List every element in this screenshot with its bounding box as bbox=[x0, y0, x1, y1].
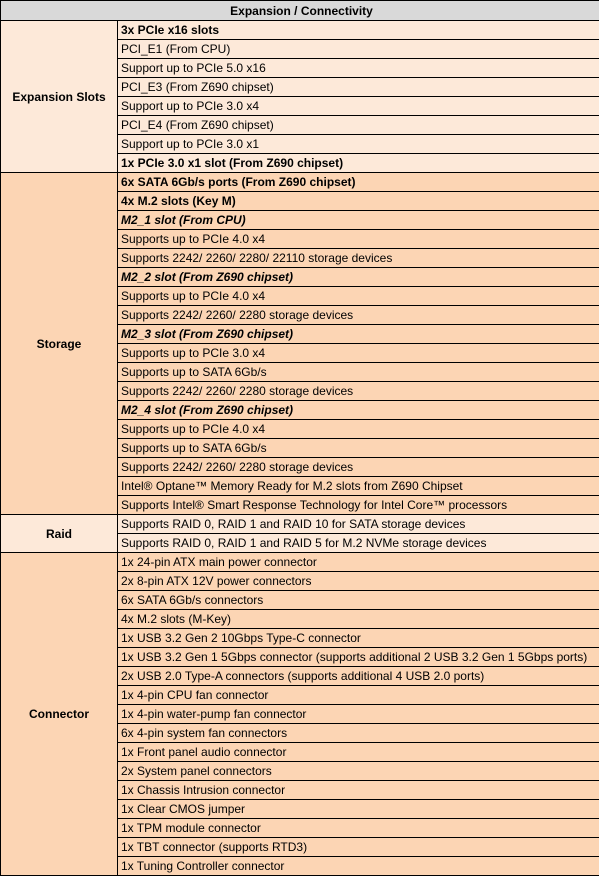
spec-item: Supports 2242/ 2260/ 2280 storage devices bbox=[118, 382, 599, 401]
spec-item: Supports up to PCIe 3.0 x4 bbox=[118, 344, 599, 363]
spec-item: 6x SATA 6Gb/s ports (From Z690 chipset) bbox=[118, 173, 599, 192]
spec-item: PCI_E4 (From Z690 chipset) bbox=[118, 116, 599, 135]
spec-item: Supports up to PCIe 4.0 x4 bbox=[118, 287, 599, 306]
spec-item: 1x Tuning Controller connector bbox=[118, 857, 599, 876]
spec-item: M2_3 slot (From Z690 chipset) bbox=[118, 325, 599, 344]
table-row bbox=[1, 515, 599, 534]
spec-item: 2x 8-pin ATX 12V power connectors bbox=[118, 572, 599, 591]
spec-item: Support up to PCIe 5.0 x16 bbox=[118, 59, 599, 78]
spec-item: Supports Intel® Smart Response Technology for Intel Core™ processors bbox=[118, 496, 599, 515]
spec-item: 1x TPM module connector bbox=[118, 819, 599, 838]
section-label: Raid bbox=[1, 515, 118, 553]
spec-item: Supports up to SATA 6Gb/s bbox=[118, 363, 599, 382]
spec-item: 2x USB 2.0 Type-A connectors (supports additional 4 USB 2.0 ports) bbox=[118, 667, 599, 686]
spec-item: Supports RAID 0, RAID 1 and RAID 10 for SATA storage devices bbox=[118, 515, 599, 534]
header-row bbox=[1, 1, 599, 21]
spec-item: 1x 4-pin CPU fan connector bbox=[118, 686, 599, 705]
spec-item: 1x PCIe 3.0 x1 slot (From Z690 chipset) bbox=[118, 154, 599, 173]
spec-item: 1x Front panel audio connector bbox=[118, 743, 599, 762]
spec-item: M2_2 slot (From Z690 chipset) bbox=[118, 268, 599, 287]
table-row bbox=[1, 21, 599, 40]
spec-item: Supports up to PCIe 4.0 x4 bbox=[118, 230, 599, 249]
spec-item: Intel® Optane™ Memory Ready for M.2 slots from Z690 Chipset bbox=[118, 477, 599, 496]
spec-item: 1x Clear CMOS jumper bbox=[118, 800, 599, 819]
spec-item: Supports up to SATA 6Gb/s bbox=[118, 439, 599, 458]
spec-item: Supports 2242/ 2260/ 2280 storage devices bbox=[118, 306, 599, 325]
spec-item: 6x 4-pin system fan connectors bbox=[118, 724, 599, 743]
spec-item: Supports 2242/ 2260/ 2280/ 22110 storage devices bbox=[118, 249, 599, 268]
spec-item: PCI_E3 (From Z690 chipset) bbox=[118, 78, 599, 97]
section-label: Expansion Slots bbox=[1, 21, 118, 173]
spec-item: 1x TBT connector (supports RTD3) bbox=[118, 838, 599, 857]
spec-item: Supports RAID 0, RAID 1 and RAID 5 for M.2 NVMe storage devices bbox=[118, 534, 599, 553]
spec-item: 1x USB 3.2 Gen 2 10Gbps Type-C connector bbox=[118, 629, 599, 648]
spec-item: 1x 4-pin water-pump fan connector bbox=[118, 705, 599, 724]
spec-item: PCI_E1 (From CPU) bbox=[118, 40, 599, 59]
table-row bbox=[1, 173, 599, 192]
spec-item: Support up to PCIe 3.0 x1 bbox=[118, 135, 599, 154]
section-label: Storage bbox=[1, 173, 118, 515]
spec-item: 4x M.2 slots (Key M) bbox=[118, 192, 599, 211]
spec-item: M2_1 slot (From CPU) bbox=[118, 211, 599, 230]
table-title: Expansion / Connectivity bbox=[1, 1, 599, 21]
spec-item: M2_4 slot (From Z690 chipset) bbox=[118, 401, 599, 420]
section-label: Connector bbox=[1, 553, 118, 876]
spec-item: 6x SATA 6Gb/s connectors bbox=[118, 591, 599, 610]
spec-body bbox=[1, 21, 599, 876]
spec-item: 1x 24-pin ATX main power connector bbox=[118, 553, 599, 572]
spec-item: 2x System panel connectors bbox=[118, 762, 599, 781]
table-row bbox=[1, 553, 599, 572]
spec-item: 1x Chassis Intrusion connector bbox=[118, 781, 599, 800]
spec-item: 4x M.2 slots (M-Key) bbox=[118, 610, 599, 629]
spec-item: 1x USB 3.2 Gen 1 5Gbps connector (supports additional 2 USB 3.2 Gen 1 5Gbps ports) bbox=[118, 648, 599, 667]
spec-item: Supports up to PCIe 4.0 x4 bbox=[118, 420, 599, 439]
spec-item: Supports 2242/ 2260/ 2280 storage devices bbox=[118, 458, 599, 477]
spec-item: 3x PCIe x16 slots bbox=[118, 21, 599, 40]
spec-item: Support up to PCIe 3.0 x4 bbox=[118, 97, 599, 116]
